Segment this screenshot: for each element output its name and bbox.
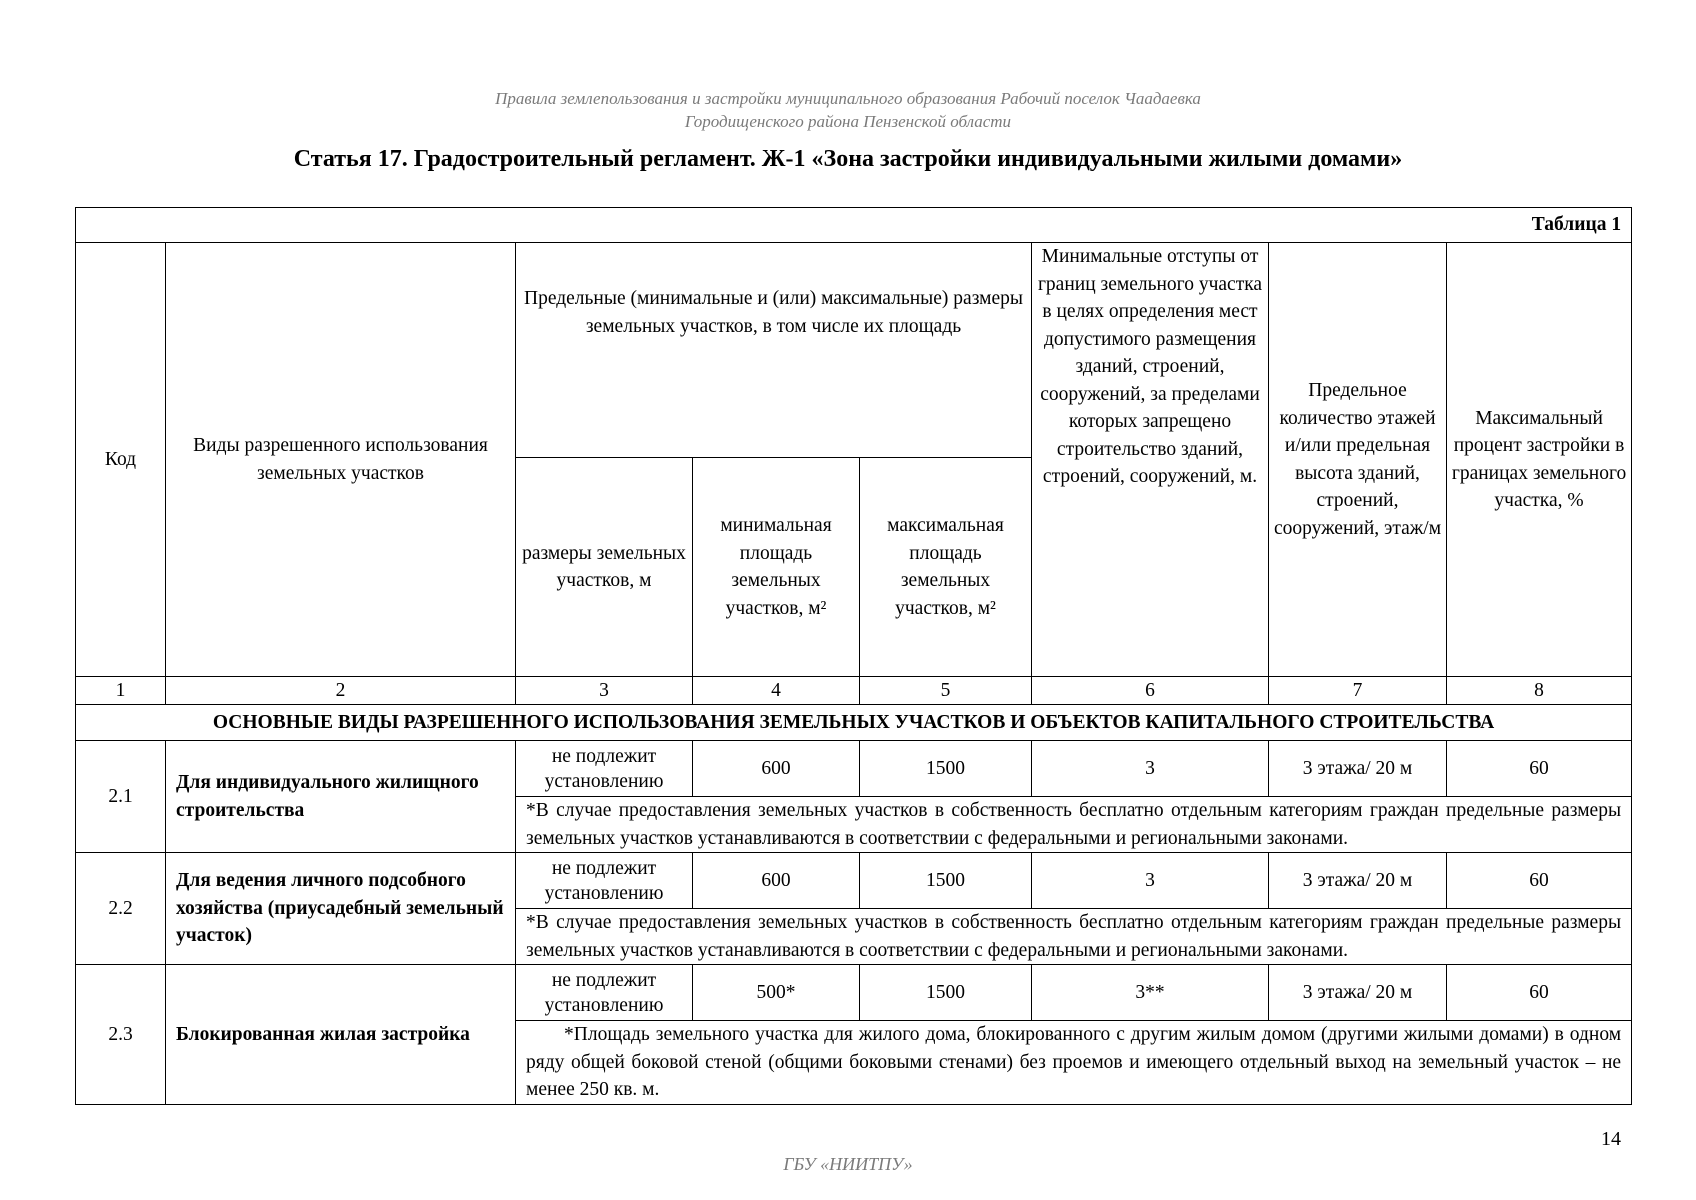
row-max-area: 1500 [860, 853, 1032, 909]
table-row [76, 965, 1632, 1021]
row-use-name: Блокированная жилая застройка [166, 965, 516, 1105]
header-use-type: Виды разрешенного использования земельных участков [166, 243, 516, 677]
header-line-1: Правила землепользования и застройки муниципального образования Рабочий поселок Чаадаевка [495, 89, 1201, 108]
column-number: 6 [1032, 677, 1269, 705]
table-row [76, 853, 1632, 909]
column-number: 1 [76, 677, 166, 705]
row-code: 2.1 [76, 741, 166, 853]
row-floors: 3 этажа/ 20 м [1269, 741, 1447, 797]
row-use-name: Для ведения личного подсобного хозяйства (приусадебный земельный участок) [166, 853, 516, 965]
header-floors: Предельное количество этажей и/или предельная высота зданий, строений, сооружений, этаж/м [1269, 243, 1447, 677]
page-number: 14 [1601, 1128, 1621, 1150]
header-line-2: Городищенского района Пензенской области [684, 112, 1012, 131]
row-max-area: 1500 [860, 965, 1032, 1021]
header-plot-size: размеры земельных участков, м [516, 458, 693, 677]
row-plot-size: не подлежит установлению [516, 965, 693, 1021]
column-number: 4 [693, 677, 860, 705]
row-plot-size: не подлежит установлению [516, 741, 693, 797]
header-max-coverage: Максимальный процент застройки в границах земельного участка, % [1447, 243, 1632, 677]
page-header [0, 87, 1696, 133]
column-number: 5 [860, 677, 1032, 705]
column-number: 2 [166, 677, 516, 705]
page-footer: ГБУ «НИИТПУ» [783, 1154, 913, 1174]
column-number: 7 [1269, 677, 1447, 705]
row-note: *В случае предоставления земельных участков в собственность бесплатно отдельным категориям граждан предельные размеры земельных участков устанавливаются в соответствии с федеральными и региональными законами. [516, 797, 1632, 853]
regulation-table [75, 207, 1632, 1105]
header-row-1 [76, 243, 1632, 458]
table-label: Таблица 1 [76, 208, 1632, 243]
document-title: Статья 17. Градостроительный регламент. Ж-1 «Зона застройки индивидуальными жилыми домами» [293, 146, 1403, 172]
row-coverage: 60 [1447, 853, 1632, 909]
header-setback: Минимальные отступы от границ земельного участка в целях определения мест допустимого размещения зданий, строений, сооружений, за пределами которых запрещено строительство зданий, строений, сооружений, м. [1032, 243, 1269, 677]
row-min-area: 600 [693, 853, 860, 909]
row-min-area: 500* [693, 965, 860, 1021]
section-row [76, 705, 1632, 741]
row-code: 2.2 [76, 853, 166, 965]
header-max-area: максимальная площадь земельных участков, м² [860, 458, 1032, 677]
row-code: 2.3 [76, 965, 166, 1105]
row-setback: 3** [1032, 965, 1269, 1021]
row-note: *В случае предоставления земельных участков в собственность бесплатно отдельным категориям граждан предельные размеры земельных участков устанавливаются в соответствии с федеральными и региональными законами. [516, 909, 1632, 965]
section-title: ОСНОВНЫЕ ВИДЫ РАЗРЕШЕННОГО ИСПОЛЬЗОВАНИЯ ЗЕМЕЛЬНЫХ УЧАСТКОВ И ОБЪЕКТОВ КАПИТАЛЬНОГО СТРОИТЕЛЬСТВА [76, 705, 1632, 741]
row-coverage: 60 [1447, 741, 1632, 797]
row-setback: 3 [1032, 853, 1269, 909]
header-code: Код [76, 243, 166, 677]
column-numbers-row [76, 677, 1632, 705]
row-floors: 3 этажа/ 20 м [1269, 965, 1447, 1021]
row-coverage: 60 [1447, 965, 1632, 1021]
row-use-name: Для индивидуального жилищного строительства [166, 741, 516, 853]
column-number: 8 [1447, 677, 1632, 705]
row-min-area: 600 [693, 741, 860, 797]
column-number: 3 [516, 677, 693, 705]
header-min-area: минимальная площадь земельных участков, м² [693, 458, 860, 677]
table-label-row [76, 208, 1632, 243]
row-plot-size: не подлежит установлению [516, 853, 693, 909]
row-floors: 3 этажа/ 20 м [1269, 853, 1447, 909]
row-note: *Площадь земельного участка для жилого дома, блокированного с другим жилым домом (другими жилыми домами) в одном ряду общей боковой стеной (общими боковыми стенами) без проемов и имеющего отдельный выход на земельный участок – не менее 250 кв. м. [516, 1021, 1632, 1105]
table-row [76, 741, 1632, 797]
row-max-area: 1500 [860, 741, 1032, 797]
row-setback: 3 [1032, 741, 1269, 797]
header-plot-sizes-group: Предельные (минимальные и (или) максимальные) размеры земельных участков, в том числе их площадь [516, 243, 1032, 458]
